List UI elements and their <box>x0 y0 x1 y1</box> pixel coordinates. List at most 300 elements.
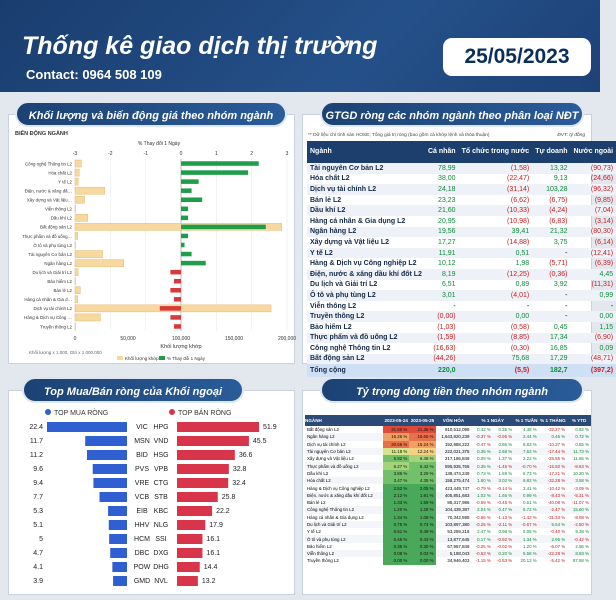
sell-value-label: 51.9 <box>263 424 277 431</box>
table-row <box>307 354 616 365</box>
value-cell: - <box>610 302 614 310</box>
value-cell: 0.86 % <box>498 441 513 447</box>
total-row <box>307 364 616 377</box>
value-cell: -5.31 % <box>567 492 591 499</box>
value-cell: 9,13 <box>553 175 568 183</box>
value-cell: 3.29 % <box>409 470 435 477</box>
value-cell: -8.08 % <box>573 514 589 520</box>
column-header: % 1 NGÀY <box>471 415 514 426</box>
buy-bar <box>85 436 127 446</box>
money-flow-table <box>305 415 591 565</box>
sector-name: Xây dựng và Vật liệu L2 <box>307 456 354 462</box>
table-row <box>307 184 616 195</box>
sell-value-label: 25.8 <box>221 494 236 501</box>
sell-bar <box>177 422 259 432</box>
value-cell: 0.45 % <box>383 535 409 542</box>
value-cell: -0.92 % <box>493 535 514 542</box>
value-cell: -10.37 % <box>547 441 566 447</box>
value-cell: -0.25 % <box>471 521 492 528</box>
column-header: Tự doanh <box>532 141 570 163</box>
volume-bar <box>75 296 78 303</box>
sector-name: Bảo hiểm L2 <box>310 323 352 331</box>
value-cell: (80,30) <box>571 227 616 238</box>
table-row <box>307 269 616 280</box>
table-row <box>307 333 616 344</box>
pct-change-bar <box>181 179 199 184</box>
sector-name: Hàng & Dịch vụ Công nghiệp L2 <box>310 260 417 268</box>
value-cell: 0.47 % <box>493 506 514 513</box>
value-cell: 1.80 % <box>471 477 492 484</box>
buy-bar <box>109 534 127 544</box>
sell-bar <box>177 478 228 488</box>
value-cell: 0.75 % <box>383 521 409 528</box>
buy-bar <box>87 450 127 460</box>
sector-name: Tổng cộng <box>307 364 425 377</box>
value-cell: 5.05 % <box>523 529 537 535</box>
value-cell: (11,31) <box>591 281 614 289</box>
value-cell: (1,03) <box>437 323 456 331</box>
sell-bar <box>177 506 212 516</box>
sector-volume-title: Khối lượng và biến động giá theo nhóm ngành <box>15 101 287 127</box>
value-cell: -0.40 % <box>550 529 566 535</box>
chart-footnote: Khối lượng x 1.000, Gtri x 1.000.000 <box>29 350 102 355</box>
value-cell: (4,24) <box>532 205 570 216</box>
chart-title: BIẾN ĐỘNG NGÀNH <box>15 131 68 137</box>
sell-value-label: 36.6 <box>238 452 253 459</box>
sector-name: Hàng cá nhân & Gia dụng L2 <box>310 217 406 225</box>
top-tick-label: 2 <box>250 151 254 157</box>
sector-name: Bán lẻ L2 <box>310 196 342 204</box>
sell-bar <box>177 548 202 558</box>
value-cell: (8,85) <box>459 333 533 344</box>
pct-change-bar <box>181 261 206 266</box>
column-header: % 1 THÁNG <box>539 415 568 426</box>
value-cell: -2.11 % <box>493 521 514 528</box>
value-cell: 10.20 % <box>572 470 589 476</box>
bottom-tick-label: 0 <box>73 336 77 342</box>
net-value-panel <box>302 114 614 375</box>
value-cell: -25.55 % <box>547 456 566 462</box>
value-cell: (0,30) <box>510 344 530 352</box>
buy-ticker-label: DBC <box>134 550 150 557</box>
value-cell: 0.72 % <box>567 433 591 440</box>
category-label: Hàng cá nhân & Gia d… <box>24 297 72 303</box>
value-cell: -0.02 % <box>497 543 513 549</box>
value-cell: 2.22 % <box>523 456 537 462</box>
legend-vol-swatch <box>117 356 123 360</box>
value-cell: 0,45 <box>553 323 568 331</box>
buy-bar <box>93 464 127 474</box>
value-cell: 21.36 % <box>409 426 435 433</box>
net-value-unit: ĐVT: tỷ đồng <box>557 133 585 138</box>
value-cell: 6,51 <box>441 281 456 289</box>
table-row <box>307 163 616 174</box>
value-cell: 138,474,249 <box>444 470 470 476</box>
header-banner <box>0 0 600 92</box>
value-cell: 0.92 % <box>575 427 589 433</box>
value-cell: 2.04 % <box>471 506 492 513</box>
value-cell: 0.98 % <box>498 529 513 535</box>
value-cell: (0,58) <box>510 323 530 331</box>
value-cell: -2.50 % <box>567 521 591 528</box>
value-cell: 182,7 <box>532 364 570 377</box>
buy-value-label: 9.4 <box>33 480 43 487</box>
sell-legend: TOP BÁN RÒNG <box>169 409 231 417</box>
volume-bar <box>75 260 124 267</box>
column-header: Ngành <box>307 141 425 163</box>
sell-value-label: 13.2 <box>201 578 216 585</box>
sector-volume-panel <box>8 114 295 364</box>
value-cell: 5.42 % <box>409 462 435 469</box>
sector-name: Ô tô và phụ tùng L2 <box>305 535 383 542</box>
value-cell: 20.12 % <box>520 558 537 564</box>
table-row <box>307 301 616 312</box>
value-cell: -32.27 % <box>547 427 566 433</box>
page-title: Thống kê giao dịch thị trường <box>22 32 378 60</box>
value-cell: 39,41 <box>459 227 533 238</box>
pct-change-bar <box>181 197 202 202</box>
value-cell: 2.12 % <box>383 492 409 499</box>
sell-ticker-label: STB <box>154 494 168 501</box>
sell-value-label: 17.9 <box>209 522 223 529</box>
column-header: Nước ngoài <box>571 141 616 163</box>
value-cell: 0.35 % <box>471 462 492 469</box>
volume-bar <box>75 169 79 176</box>
sector-name: Bất động sản L2 <box>307 354 425 365</box>
value-cell: 4,45 <box>571 269 616 280</box>
table-row <box>307 258 616 269</box>
sector-name: Truyền thông L2 <box>307 311 425 322</box>
table-row <box>305 514 591 521</box>
value-cell: - <box>532 290 570 301</box>
value-cell: (10,33) <box>459 205 533 216</box>
value-cell: (44,26) <box>425 354 459 365</box>
buy-ticker-label: PVS <box>134 466 150 473</box>
value-cell: -0.70 % <box>514 462 539 469</box>
category-label: Truyền thông L2 <box>40 324 72 330</box>
buy-ticker-label: EIB <box>136 508 148 515</box>
table-row <box>305 455 591 462</box>
value-cell: -0.66 % <box>475 514 491 520</box>
value-cell: -17.21 % <box>547 470 566 476</box>
sell-value-label: 14.4 <box>203 564 218 571</box>
table-row <box>307 248 616 259</box>
sector-name: Ô tô và phụ tùng L2 <box>307 290 425 301</box>
value-cell: -11.07 % <box>571 500 589 506</box>
value-cell: (12,41) <box>571 248 616 259</box>
value-cell: 9.38 % <box>575 529 589 535</box>
category-label: Ngân hàng L2 <box>44 260 72 266</box>
value-cell: 0.35 % <box>498 427 513 433</box>
contact-info: Contact: 0964 508 109 <box>26 67 162 82</box>
buy-bar <box>109 520 127 530</box>
x-axis-label: Khối lượng khớp <box>160 344 202 350</box>
value-cell: 85,317,986 <box>447 500 470 506</box>
table-row <box>307 280 616 291</box>
value-cell: (96,32) <box>571 184 616 195</box>
value-cell: 103,28 <box>532 184 570 195</box>
table-row <box>307 343 616 354</box>
bottom-tick-label: 150,000 <box>224 336 244 342</box>
table-row <box>305 462 591 469</box>
legend-vol-label: Khối lượng khớp <box>125 356 159 361</box>
value-cell: 1.08 % <box>409 514 435 521</box>
sector-name: Bán lẻ L2 <box>307 500 326 506</box>
sell-value-label: 32.4 <box>232 480 246 487</box>
sell-ticker-label: VND <box>153 438 169 445</box>
value-cell: (397,2) <box>571 364 616 377</box>
value-cell: (6,39) <box>594 260 614 268</box>
value-cell: (1,59) <box>425 333 459 344</box>
buy-value-label: 3.9 <box>33 578 43 585</box>
value-cell: 5.72 % <box>514 506 539 513</box>
value-cell: (31,14) <box>459 184 533 195</box>
value-cell: 3.41 % <box>523 485 537 491</box>
volume-bar <box>75 251 103 258</box>
value-cell: 0.02 % <box>409 550 435 557</box>
sector-name: Xây dựng và Vật liệu L2 <box>310 238 389 246</box>
value-cell: 7.62 % <box>514 448 539 455</box>
sector-name: Hóa chất L2 <box>310 175 350 183</box>
value-cell: (3,14) <box>594 217 614 225</box>
sell-value-label: 16.1 <box>206 550 221 557</box>
table-row <box>307 290 616 301</box>
value-cell: 0,99 <box>571 290 616 301</box>
sector-name: Dịch vụ tài chính L2 <box>307 184 425 195</box>
buy-value-label: 5.1 <box>33 522 43 529</box>
value-cell: 0.35 % <box>383 543 409 550</box>
table-row <box>307 195 616 206</box>
sector-name: Dầu khí L2 <box>307 205 425 216</box>
value-cell: 17,29 <box>532 354 570 365</box>
value-cell: 405,851,683 <box>436 492 472 499</box>
volume-bar <box>75 323 76 330</box>
value-cell: 18.65 % <box>409 433 435 440</box>
value-cell: (9,85) <box>594 196 614 204</box>
sell-bar <box>177 436 249 446</box>
table-row <box>305 543 591 550</box>
value-cell: 1.69 % <box>498 470 513 476</box>
volume-bar <box>75 287 80 294</box>
top-axis-label: % Thay đổi 1 Ngày <box>137 141 181 147</box>
value-cell: 217,186,849 <box>444 456 470 462</box>
value-cell: -3.09 % <box>573 485 589 491</box>
value-cell: (5,71) <box>549 260 568 268</box>
sell-ticker-label: CTG <box>153 480 169 487</box>
buy-ticker-label: MSN <box>134 438 150 445</box>
value-cell: 21,32 <box>532 227 570 238</box>
value-cell: -1.13 % <box>497 514 513 520</box>
value-cell: 1,98 <box>515 260 530 268</box>
sector-name: Bất động sản L2 <box>307 427 339 433</box>
value-cell: 3,92 <box>553 281 568 289</box>
value-cell: -1.45 % <box>493 462 514 469</box>
value-cell: 2.44 % <box>514 433 539 440</box>
value-cell: 0.00 % <box>409 557 435 564</box>
column-header: % YTD <box>567 415 591 426</box>
sector-name: Hóa chất L2 <box>305 477 383 484</box>
value-cell: 10,12 <box>438 260 456 268</box>
top-tick-label: 3 <box>285 151 289 157</box>
value-cell: -0.14 % <box>497 485 513 491</box>
value-cell: (6,62) <box>510 196 530 204</box>
value-cell: 0.46 % <box>539 433 568 440</box>
pct-change-bar <box>174 279 181 284</box>
value-cell: (24,66) <box>590 175 614 183</box>
sell-value-label: 16.1 <box>206 536 221 543</box>
sell-ticker-label: NLG <box>153 522 169 529</box>
value-cell: (0,36) <box>532 269 570 280</box>
pct-change-bar <box>174 324 181 329</box>
buy-bar <box>47 422 127 432</box>
category-label: Bất động sản L2 <box>40 224 72 230</box>
sell-value-label: 45.5 <box>252 438 267 445</box>
pct-change-bar <box>170 270 181 275</box>
value-cell: 12.24 % <box>409 448 435 455</box>
value-cell: 20.66 % <box>383 441 409 448</box>
bottom-tick-label: 50,000 <box>120 336 136 342</box>
value-cell: 0.74 % <box>409 521 435 528</box>
value-cell: (90,73) <box>571 163 616 174</box>
category-label: Thực phẩm và đồ uống… <box>22 233 72 239</box>
value-cell: 13,32 <box>532 163 570 174</box>
category-label: Dịch vụ tài chính L2 <box>33 306 72 312</box>
value-cell: (48,71) <box>571 354 616 365</box>
buy-ticker-label: VRE <box>134 480 150 487</box>
table-row <box>305 477 591 484</box>
buy-value-label: 4.7 <box>33 550 43 557</box>
value-cell: 0,09 <box>599 344 614 352</box>
value-cell: (0,00) <box>425 311 459 322</box>
value-cell: -1.42 % <box>521 514 537 520</box>
volume-bar <box>75 178 78 185</box>
volume-bar <box>75 187 105 194</box>
value-cell: 0.49 % <box>409 528 435 535</box>
value-cell: 220,0 <box>425 364 459 377</box>
category-label: Y tế L2 <box>58 179 72 185</box>
sector-name: Du lịch và Giải trí L2 <box>310 281 378 289</box>
value-cell: (6,75) <box>549 196 568 204</box>
category-label: Hóa chất L2 <box>48 170 72 176</box>
value-cell: -17.44 % <box>539 448 568 455</box>
buy-bar <box>112 562 127 572</box>
pct-change-bar <box>160 306 181 311</box>
value-cell: 1.34 % <box>383 514 409 521</box>
pct-change-bar <box>181 225 266 230</box>
table-row <box>307 311 616 322</box>
value-cell: 87.58 % <box>572 558 589 564</box>
category-label: Ô tô và phụ tùng L2 <box>33 242 72 248</box>
value-cell: 13,877,645 <box>436 535 472 542</box>
value-cell: -8.63 % <box>567 462 591 469</box>
legend-pct-swatch <box>159 356 165 360</box>
volume-bar <box>75 278 76 285</box>
value-cell: 1,15 <box>599 323 614 331</box>
net-value-table <box>307 141 616 377</box>
value-cell: -2.47 % <box>539 506 568 513</box>
buy-legend: TOP MUA RÒNG <box>45 409 108 417</box>
value-cell: 67,957,849 <box>447 543 470 549</box>
sector-name: Hàng cá nhân & Gia dụng L2 <box>307 514 364 520</box>
buy-ticker-label: HHV <box>134 522 150 529</box>
value-cell: - <box>453 302 456 310</box>
sector-name: Công nghệ Thông tin L2 <box>305 506 383 513</box>
value-cell: 3.58 % <box>567 477 591 484</box>
buy-bar <box>110 548 127 558</box>
value-cell: 0.99 % <box>514 492 539 499</box>
value-cell: 2.56 % <box>575 543 589 549</box>
pct-change-bar <box>170 315 181 320</box>
foreign-top-chart <box>9 391 296 596</box>
value-cell: -40.08 % <box>547 500 566 506</box>
sell-ticker-label: DXG <box>153 550 169 557</box>
value-cell: 1.33 % <box>383 499 409 506</box>
sell-bar <box>177 562 200 572</box>
sector-name: Truyền thông L2 <box>307 558 339 564</box>
value-cell: (1,58) <box>459 163 533 174</box>
value-cell: 5.54 % <box>539 521 568 528</box>
value-cell: -0.67 % <box>514 521 539 528</box>
value-cell: 5.92 % <box>383 455 409 462</box>
value-cell: 16,85 <box>549 344 568 352</box>
column-header: VỐN HÓA <box>436 415 472 426</box>
pct-change-bar <box>181 252 192 257</box>
buy-ticker-label: VCB <box>134 494 150 501</box>
value-cell: -32.28 % <box>539 477 568 484</box>
value-cell: 1.34 % <box>514 535 539 542</box>
table-row <box>305 499 591 506</box>
value-cell: 222,021,375 <box>436 448 472 455</box>
table-row <box>307 237 616 248</box>
value-cell: 1.91 % <box>409 492 435 499</box>
value-cell: 3,75 <box>553 238 568 246</box>
value-cell: 2.47 % <box>477 529 491 535</box>
value-cell: 0.55 % <box>575 441 589 447</box>
category-label: Công nghệ Thông tin L2 <box>24 161 72 167</box>
column-header: Tổ chức trong nước <box>459 141 533 163</box>
table-row <box>307 322 616 333</box>
value-cell: 0.17 % <box>471 535 492 542</box>
value-cell: 1,643,820,239 <box>436 433 472 440</box>
value-cell: 23,23 <box>438 196 456 204</box>
volume-bar <box>75 160 81 167</box>
table-row <box>307 174 616 185</box>
table-row <box>305 426 591 433</box>
value-cell: (16,63) <box>433 344 456 352</box>
top-tick-label: -1 <box>143 151 148 157</box>
value-cell: 8,19 <box>425 269 459 280</box>
category-label: Du lịch và Giải trí L2 <box>32 269 72 275</box>
table-row <box>305 506 591 513</box>
category-label: Tài nguyên Cơ bản L2 <box>28 251 72 257</box>
value-cell: -0.37 % <box>471 433 492 440</box>
buy-value-label: 5 <box>39 536 43 543</box>
value-cell: - <box>532 311 570 322</box>
sell-value-label: 22.2 <box>216 508 230 515</box>
value-cell: 0.08 % <box>383 550 409 557</box>
value-cell: 17,34 <box>532 333 570 344</box>
table-row <box>305 535 591 542</box>
value-cell: 1.20 % <box>383 506 409 513</box>
pct-change-bar <box>181 207 188 212</box>
value-cell: - <box>526 302 530 310</box>
value-cell: -0.59 % <box>475 500 491 506</box>
bottom-tick-label: 200,000 <box>277 336 297 342</box>
top-tick-label: 0 <box>179 151 183 157</box>
buy-value-label: 11.2 <box>29 452 43 459</box>
value-cell: (12,25) <box>459 269 533 280</box>
value-cell: -0.42 % <box>567 535 591 542</box>
